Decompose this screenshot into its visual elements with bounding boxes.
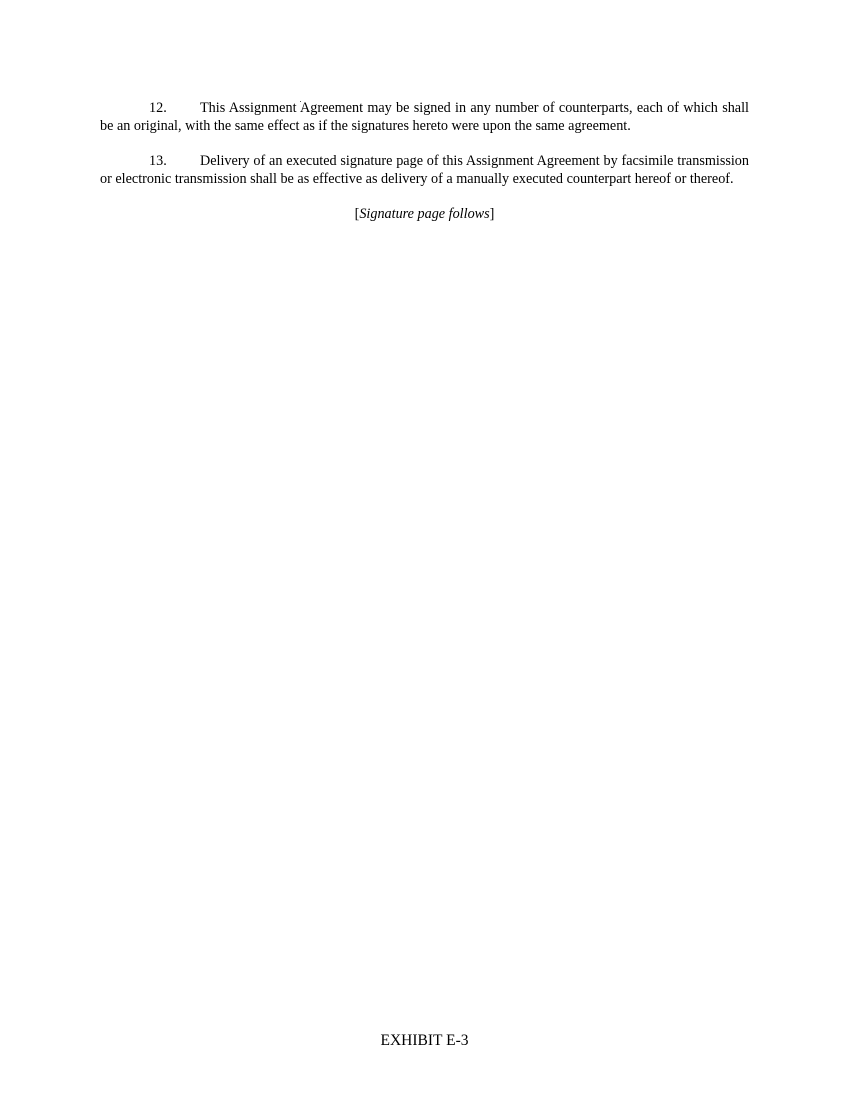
paragraph-text: Delivery of an executed signature page of this Assignment Agreement by facsimile transmission or electronic transmission shall be as effective as delivery of a manually executed counterpart hereof or thereof. (100, 153, 749, 187)
paragraph-13 (100, 153, 749, 188)
paragraph-number: 13. (149, 153, 167, 170)
note-italic-text: Signature page follows (359, 206, 490, 223)
paragraph-number: 12. (149, 100, 167, 116)
note-open-bracket: [ (354, 206, 360, 223)
paragraph-12 (100, 100, 749, 135)
page-footer: EXHIBIT E-3 (380, 1032, 469, 1049)
note-close-bracket: ] (489, 206, 495, 223)
paragraph-text: This Assignment Agreement may be signed in any number of counterparts, each of which shall be an original, with the same effect as if the signatures hereto were upon the same agreement. (100, 100, 749, 134)
signature-page-note (100, 206, 749, 224)
document-body (100, 100, 749, 224)
